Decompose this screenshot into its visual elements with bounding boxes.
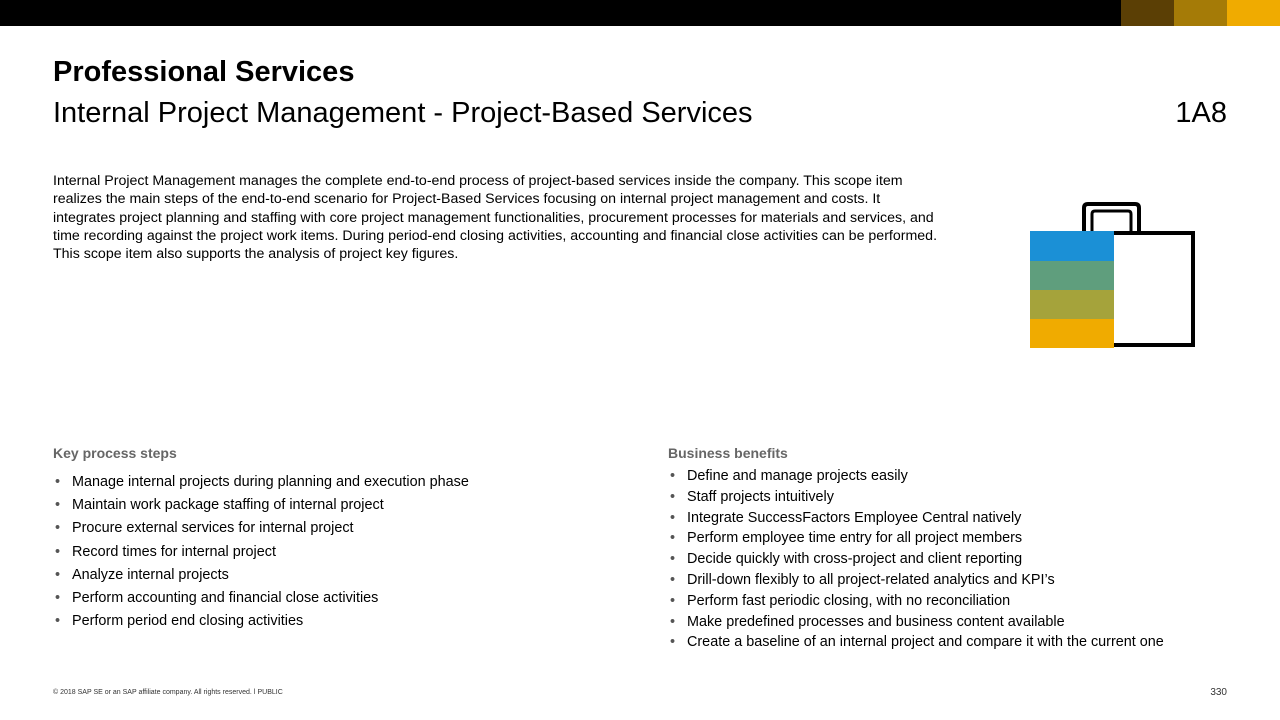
page-number: 330 (1210, 687, 1227, 698)
brand-block-dark (1121, 0, 1174, 26)
briefcase-icon (1028, 198, 1198, 350)
brand-block-medium (1174, 0, 1227, 26)
top-brand-bar (0, 0, 1280, 26)
key-steps-list (53, 471, 469, 633)
scope-description: Internal Project Management manages the complete end-to-end process of project-based services inside the company. This scope item realizes the main steps of the end-to-end scenario for Project-Based Services focusing on internal project management and costs. It integrates project planning and staffing with core project management functionalities, procurement processes for materials and services, and time recording against the project work items. During period-end closing activities, accounting and financial close activities can be performed. This scope item also supports the analysis of project key figures. (53, 173, 938, 263)
list-item: • Procure external services for internal project (53, 517, 469, 540)
key-steps-heading: Key process steps (53, 445, 177, 461)
list-item: • Maintain work package staffing of internal project (53, 494, 469, 517)
scope-item-code: 1A8 (1175, 97, 1227, 129)
list-item: • Make predefined processes and business content available (668, 612, 1164, 633)
page-title: Professional Services (53, 56, 355, 88)
page-subtitle: Internal Project Management - Project-Based Services (53, 97, 753, 129)
brand-block-gold (1227, 0, 1280, 26)
list-item: • Manage internal projects during planning and execution phase (53, 471, 469, 494)
briefcase-outline (1114, 233, 1193, 345)
list-item: • Perform accounting and financial close activities (53, 587, 469, 610)
list-item: • Perform period end closing activities (53, 610, 469, 633)
copyright-footer: © 2018 SAP SE or an SAP affiliate company. All rights reserved. ǀ PUBLIC (53, 689, 283, 696)
icon-band-teal (1030, 261, 1114, 290)
list-item: • Drill-down flexibly to all project-related analytics and KPI’s (668, 570, 1164, 591)
list-item: • Perform employee time entry for all project members (668, 528, 1164, 549)
list-item: • Perform fast periodic closing, with no reconciliation (668, 591, 1164, 612)
icon-band-olive (1030, 290, 1114, 319)
list-item: • Create a baseline of an internal project and compare it with the current one (668, 632, 1164, 653)
list-item: • Record times for internal project (53, 541, 469, 564)
list-item: • Define and manage projects easily (668, 466, 1164, 487)
icon-band-blue (1030, 231, 1114, 261)
briefcase-handle-inner (1092, 211, 1131, 231)
list-item: • Staff projects intuitively (668, 487, 1164, 508)
benefits-heading: Business benefits (668, 445, 788, 461)
list-item: • Decide quickly with cross-project and client reporting (668, 549, 1164, 570)
benefits-list (668, 466, 1164, 653)
icon-band-gold (1030, 319, 1114, 348)
list-item: • Analyze internal projects (53, 564, 469, 587)
list-item: • Integrate SuccessFactors Employee Central natively (668, 508, 1164, 529)
